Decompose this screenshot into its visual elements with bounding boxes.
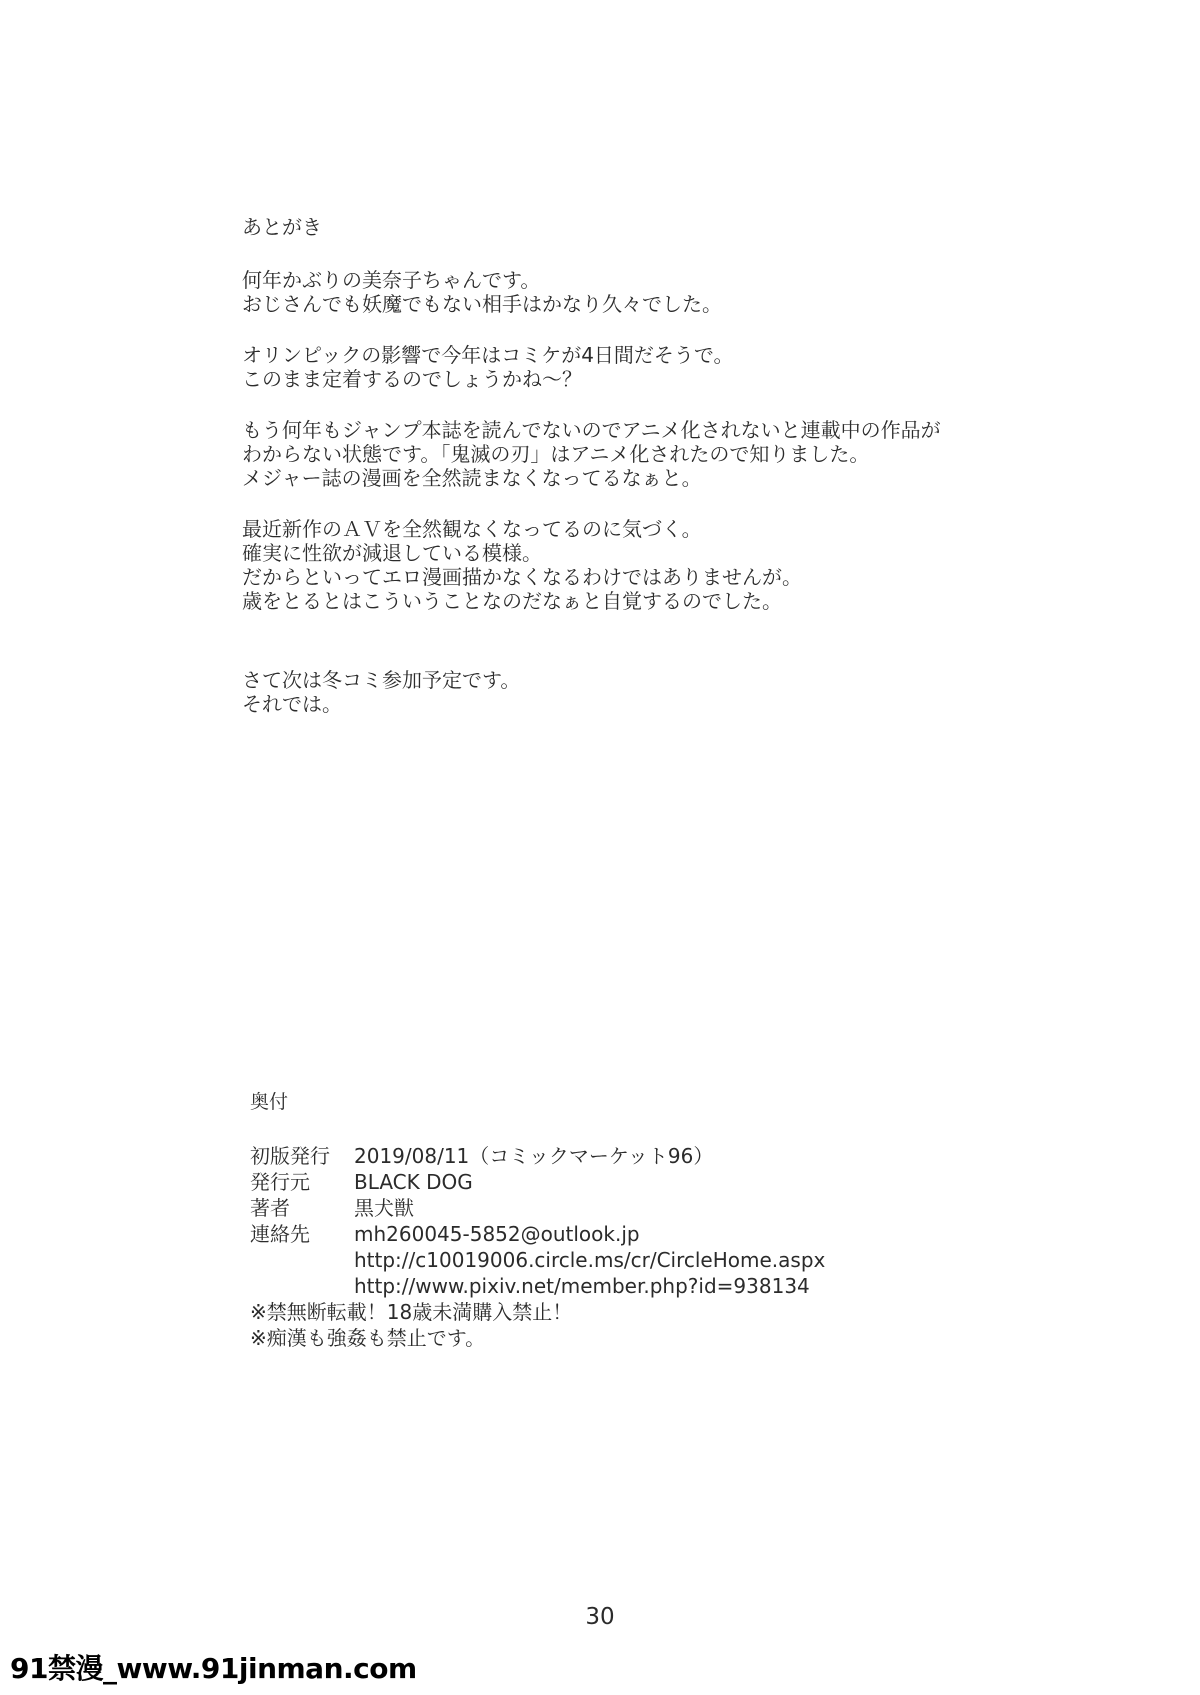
- text-line: さて次は冬コミ参加予定です。: [242, 668, 521, 692]
- colophon-row-circle-url: [250, 1247, 950, 1273]
- colophon-note: ※痴漢も強姦も禁止です。: [250, 1326, 486, 1350]
- text-line: おじさんでも妖魔でもない相手はかなり久々でした。: [242, 292, 722, 316]
- text-line: 何年かぶりの美奈子ちゃんです。: [242, 268, 541, 292]
- text-line: 最近新作のＡＶを全然観なくなってるのに気づく。: [242, 517, 702, 541]
- colophon-label: [250, 1247, 354, 1273]
- colophon-row-publisher: [250, 1169, 950, 1195]
- colophon-value: 黒犬獣: [354, 1196, 414, 1220]
- colophon-row-pixiv-url: [250, 1273, 950, 1299]
- text-line: このまま定着するのでしょうかね～？: [242, 367, 582, 391]
- afterword-paragraph: [242, 668, 1042, 716]
- page-number: 30: [585, 1604, 615, 1630]
- afterword-heading: あとがき: [242, 215, 322, 239]
- colophon-value: BLACK DOG: [354, 1170, 473, 1194]
- afterword-section: [242, 215, 1042, 743]
- colophon-row-contact: [250, 1221, 950, 1247]
- pixiv-url: http://www.pixiv.net/member.php?id=938134: [354, 1274, 810, 1298]
- colophon-value: 2019/08/11（コミックマーケット96）: [354, 1144, 714, 1168]
- text-line: もう何年もジャンプ本誌を読んでないのでアニメ化されないと連載中の作品が: [242, 418, 941, 442]
- colophon-heading: 奥付: [250, 1091, 289, 1113]
- text-line: 歳をとるとはこういうことなのだなぁと自覚するのでした。: [242, 589, 782, 613]
- site-watermark: 91禁漫_www.91jinman.com: [10, 1652, 417, 1685]
- colophon-label: [250, 1273, 354, 1299]
- circle-url: http://c10019006.circle.ms/cr/CircleHome.aspx: [354, 1248, 826, 1272]
- contact-email: mh260045-5852@outlook.jp: [354, 1222, 640, 1246]
- afterword-paragraph: [242, 268, 1042, 316]
- text-line: それでは。: [242, 692, 342, 716]
- text-line: わからない状態です。「鬼滅の刃」はアニメ化されたので知りました。: [242, 442, 870, 466]
- text-line: メジャー誌の漫画を全然読まなくなってるなぁと。: [242, 466, 702, 490]
- text-line: オリンピックの影響で今年はコミケが4日間だそうで。: [242, 343, 734, 367]
- colophon-label: 発行元: [250, 1170, 310, 1194]
- colophon-label: 連絡先: [250, 1222, 310, 1246]
- colophon-note: ※禁無断転載！18歳未満購入禁止！: [250, 1300, 573, 1324]
- colophon-label: 初版発行: [250, 1144, 330, 1168]
- afterword-paragraph: [242, 418, 1042, 490]
- colophon-row-author: [250, 1195, 950, 1221]
- colophon-section: [250, 1090, 950, 1351]
- afterword-paragraph: [242, 517, 1042, 613]
- afterword-paragraph: [242, 343, 1042, 391]
- colophon-row-first-edition: [250, 1143, 950, 1169]
- text-line: だからといってエロ漫画描かなくなるわけではありませんが。: [242, 565, 802, 589]
- text-line: 確実に性欲が減退している模様。: [242, 541, 542, 565]
- colophon-label: 著者: [250, 1196, 290, 1220]
